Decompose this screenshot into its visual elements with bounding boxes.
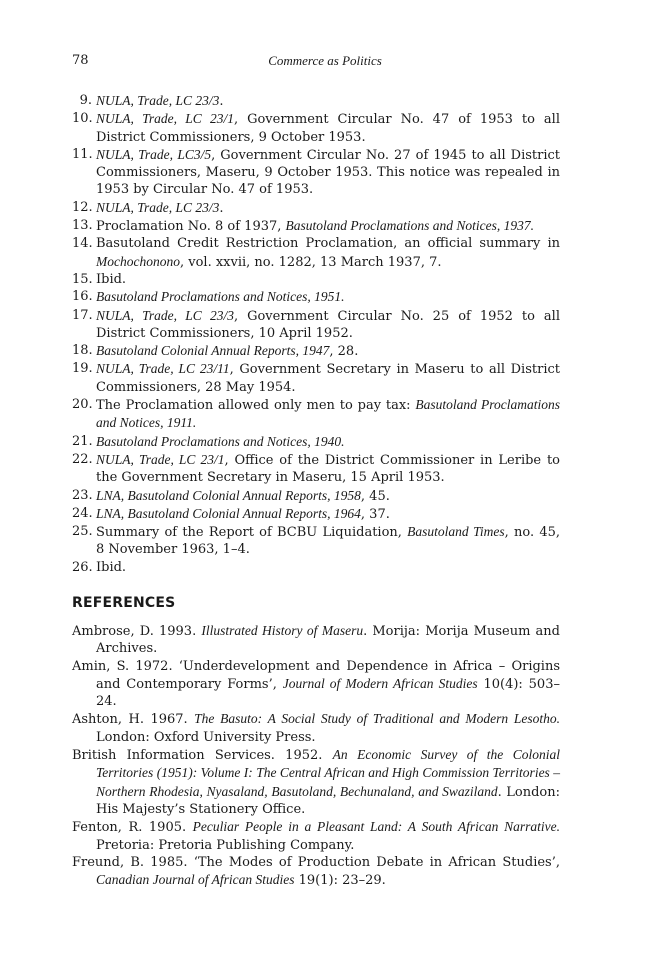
text-run: Freund, B. 1985. ‘The Modes of Production Debate in African Studies’, — [72, 854, 560, 870]
page-number: 78 — [72, 53, 89, 68]
italic-text: LNA, Basutoland Colonial Annual Reports, 1958 — [96, 487, 361, 503]
italic-text: NULA, Trade, LC 23/11 — [96, 361, 230, 377]
endnote-text — [96, 505, 560, 523]
endnote-number: 15. — [72, 271, 93, 287]
italic-text: NULA, Trade, LC 23/1 — [96, 451, 225, 467]
italic-text: Basutoland Proclamations and Notices, 1951. — [96, 289, 345, 305]
endnote-number: 14. — [72, 236, 93, 252]
italic-text: NULA, Trade, LC 23/1 — [96, 111, 234, 127]
text-run: , Office of the District Commissioner in Leribe to the Government Secretary in Maseru, 15 April 1953. — [96, 452, 560, 486]
italic-text: The Basuto: A Social Study of Traditional and Modern Lesotho. — [194, 711, 560, 727]
text-run: Amin, S. 1972. ‘Underdevelopment and Dependence in Africa – Origins and Contemporary Forms’, — [72, 658, 560, 692]
endnote-text — [96, 487, 560, 505]
endnote-text — [96, 559, 560, 576]
text-run: . — [219, 94, 224, 109]
endnote-text — [96, 235, 560, 271]
endnote-text — [96, 523, 560, 559]
text-run: Summary of the Report of BCBU Liquidation, — [96, 525, 408, 541]
endnote-item — [72, 487, 560, 505]
endnote-item — [72, 271, 560, 288]
endnotes-list — [72, 92, 560, 576]
italic-text: Illustrated History of Maseru — [201, 623, 364, 638]
italic-text: Basutoland Proclamations and Notices, 1940. — [96, 433, 345, 449]
endnote-item — [72, 110, 560, 146]
italic-text: NULA, Trade, LC 23/3 — [96, 199, 220, 215]
endnote-number: 22. — [72, 451, 93, 467]
text-run: , vol. xxvii, no. 1282, 13 March 1937, 7. — [179, 254, 442, 270]
text-run: Ambrose, D. 1993. — [72, 624, 202, 639]
endnote-item — [72, 307, 560, 343]
endnote-text — [96, 451, 560, 487]
endnote-number: 20. — [72, 397, 93, 413]
italic-text: Journal of Modern African Studies — [282, 675, 478, 691]
italic-text: NULA, Trade, LC 23/3 — [96, 307, 234, 323]
reference-entry — [72, 818, 560, 854]
endnote-text — [96, 307, 560, 343]
reference-entry — [72, 622, 560, 658]
references-list — [72, 622, 560, 889]
endnote-text — [96, 342, 560, 360]
italic-text: NULA, Trade, LC3/5 — [96, 146, 212, 162]
reference-entry — [72, 658, 560, 711]
endnote-text — [96, 110, 560, 146]
endnote-item — [72, 217, 560, 235]
endnote-number: 18. — [72, 343, 93, 359]
text-run: , Government Circular No. 47 of 1953 to all District Commissioners, 9 October 1953. — [96, 112, 561, 145]
text-run: . — [219, 200, 224, 216]
italic-text: An Economic Survey of the Colonial Territories (1951): Volume I: The Central African and High Commission Territories – Northern Rhodesia, Nyasaland, Basutoland, Bechunaland, and Swaziland — [96, 747, 560, 799]
running-title: Commerce as Politics — [268, 53, 382, 68]
text-run: , 45. — [360, 488, 390, 504]
endnote-text — [96, 360, 560, 396]
endnote-number: 26. — [72, 559, 93, 575]
endnote-number: 24. — [72, 505, 93, 521]
endnote-number: 10. — [72, 111, 93, 127]
endnote-item — [72, 559, 560, 576]
references-heading: REFERENCES — [72, 595, 176, 611]
italic-text: Basutoland Times — [407, 524, 505, 540]
endnote-item — [72, 360, 560, 396]
italic-text: LNA, Basutoland Colonial Annual Reports, 1964 — [96, 505, 361, 521]
endnote-text — [96, 217, 560, 235]
endnote-number: 21. — [72, 433, 93, 449]
endnote-number: 9. — [79, 93, 92, 108]
text-run: Pretoria: Pretoria Publishing Company. — [96, 837, 355, 853]
endnote-item — [72, 396, 560, 433]
endnote-item — [72, 433, 560, 451]
reference-entry — [72, 746, 560, 818]
italic-text: Peculiar People in a Pleasant Land: A South African Narrative. — [192, 819, 560, 835]
text-run: , Government Secretary in Maseru to all District Commissioners, 28 May 1954. — [96, 362, 560, 395]
endnote-item — [72, 505, 560, 523]
endnote-number: 16. — [72, 289, 93, 305]
text-run: The Proclamation allowed only men to pay tax: — [96, 398, 416, 414]
text-run: Ibid. — [96, 271, 127, 287]
italic-text: Basutoland Proclamations and Notices, 1937. — [285, 218, 535, 234]
text-run: , Government Circular No. 25 of 1952 to all District Commissioners, 10 April 1952. — [96, 308, 561, 341]
endnote-text — [96, 288, 560, 306]
endnote-item — [72, 235, 560, 271]
endnote-item — [72, 146, 560, 199]
text-run: , Government Circular No. 27 of 1945 to all District Commissioners, Maseru, 9 October 1953. This notice was repealed in 1953 by Circular No. 47 of 1953. — [96, 147, 561, 198]
endnote-number: 12. — [72, 199, 93, 215]
endnote-number: 17. — [72, 307, 93, 323]
text-run: Ibid. — [96, 559, 127, 575]
text-run: , no. 45, 8 November 1963, 1–4. — [96, 525, 560, 558]
italic-text: NULA, Trade, LC 23/3 — [96, 93, 220, 108]
endnote-text — [96, 146, 560, 199]
endnote-number: 25. — [72, 524, 93, 540]
endnote-item — [72, 92, 560, 110]
text-run: British Information Services. 1952. — [72, 748, 333, 764]
endnote-number: 23. — [72, 487, 93, 503]
reference-entry — [72, 710, 560, 746]
endnote-item — [72, 451, 560, 487]
endnote-number: 13. — [72, 218, 93, 234]
endnote-number: 19. — [72, 361, 93, 377]
text-run: 19(1): 23–29. — [294, 873, 386, 889]
text-run: Ashton, H. 1967. — [72, 712, 195, 728]
endnote-text — [96, 396, 560, 433]
italic-text: Canadian Journal of African Studies — [96, 872, 295, 888]
italic-text: Mochochonono — [96, 253, 180, 269]
text-run: London: Oxford University Press. — [96, 729, 316, 745]
italic-text: Basutoland Colonial Annual Reports, 1947 — [96, 343, 330, 359]
endnote-number: 11. — [72, 146, 93, 162]
endnote-text — [96, 92, 560, 110]
text-run: Proclamation No. 8 of 1937, — [96, 219, 286, 235]
text-run: Fenton, R. 1905. — [72, 820, 193, 836]
endnote-text — [96, 433, 560, 451]
text-run: , 37. — [360, 506, 390, 522]
text-run: , 28. — [329, 344, 359, 360]
text-run: . Morija: Morija Museum and Archives. — [96, 624, 561, 657]
text-run: . London: His Majesty’s Stationery Office. — [96, 784, 560, 817]
endnote-item — [72, 523, 560, 559]
italic-text: Basutoland Proclamations and Notices, 1911. — [96, 397, 561, 431]
endnote-item — [72, 199, 560, 217]
endnote-text — [96, 199, 560, 217]
text-run: Basutoland Credit Restriction Proclamation, an official summary in — [96, 236, 560, 252]
endnote-item — [72, 342, 560, 360]
endnote-text — [96, 271, 560, 288]
reference-entry — [72, 854, 560, 890]
text-run: 10(4): 503–24. — [96, 676, 560, 710]
endnote-item — [72, 288, 560, 306]
